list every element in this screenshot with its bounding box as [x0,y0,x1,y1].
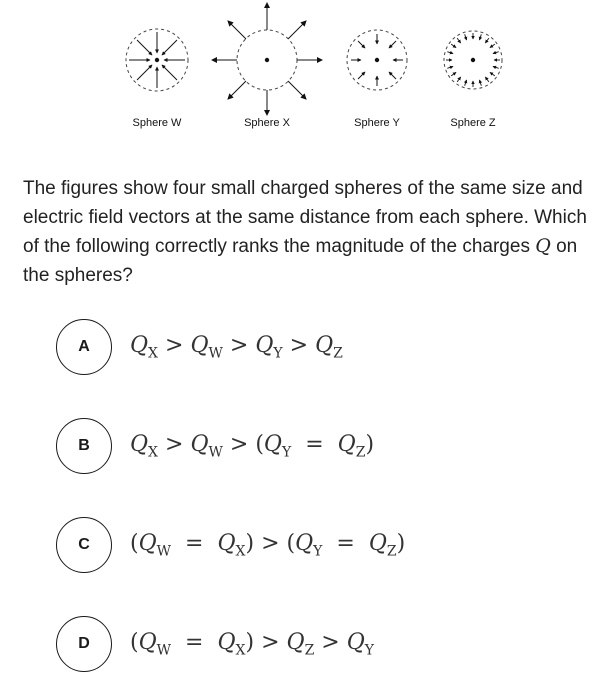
sphere-z-field-arrow [457,38,461,43]
option-d[interactable] [56,615,596,673]
question-text [23,174,608,290]
option-c[interactable] [56,516,596,574]
sphere-z-field-arrow [451,44,456,48]
question-text-before: The figures show four small charged spheres of the same size and electric field vectors at the same distance from each sphere. Which of the following correctly ranks the magnitude of the charges [23,178,587,257]
sphere-z-field-arrow [490,44,495,48]
sphere-x-label: Sphere X [244,117,290,129]
sphere-z-field-arrow [485,38,489,43]
option-b-letter[interactable]: B [56,418,112,474]
sphere-z-field-arrow [457,77,461,82]
sphere-y-label: Sphere Y [354,117,400,129]
option-b[interactable] [56,417,596,475]
sphere-z-field-arrow [490,72,495,76]
option-d-letter[interactable]: D [56,616,112,672]
option-c-letter[interactable]: C [56,517,112,573]
figure-four-spheres [0,0,615,140]
sphere-z-field-arrow [451,72,456,76]
option-b-math: $Q_X > Q_W > (Q_Y = Q_Z)$ [130,431,375,461]
sphere-z-field-arrow [465,80,467,86]
sphere-z-field-arrow [479,80,481,86]
sphere-y-graphic [347,30,407,90]
sphere-z-field-arrow [447,66,453,68]
sphere-w-graphic [126,29,188,91]
sphere-z-field-arrow [447,52,453,54]
option-a-text [130,333,343,361]
option-c-math: $(Q_W = Q_X) > (Q_Y = Q_Z)$ [130,530,406,560]
sphere-z-field-arrow [485,77,489,82]
charge-symbol: Q [535,235,551,257]
option-d-text [130,630,374,658]
sphere-w-label: Sphere W [132,117,182,129]
option-c-text [130,531,405,559]
sphere-x-graphic [212,3,322,115]
option-a[interactable] [56,318,596,376]
sphere-z-graphic [444,31,502,89]
option-a-math: $Q_X > Q_W > Q_Y > Q_Z$ [130,332,343,362]
option-a-letter[interactable]: A [56,319,112,375]
sphere-z-label: Sphere Z [450,117,496,129]
sphere-z-field-arrow [493,52,499,54]
question-text-after: on the spheres? [23,236,578,286]
sphere-z-field-arrow [465,34,467,40]
sphere-z-field-arrow [479,34,481,40]
option-b-text [130,432,374,460]
option-d-math: $(Q_W = Q_X) > Q_Z > Q_Y$ [130,629,375,659]
sphere-z-field-arrow [493,66,499,68]
